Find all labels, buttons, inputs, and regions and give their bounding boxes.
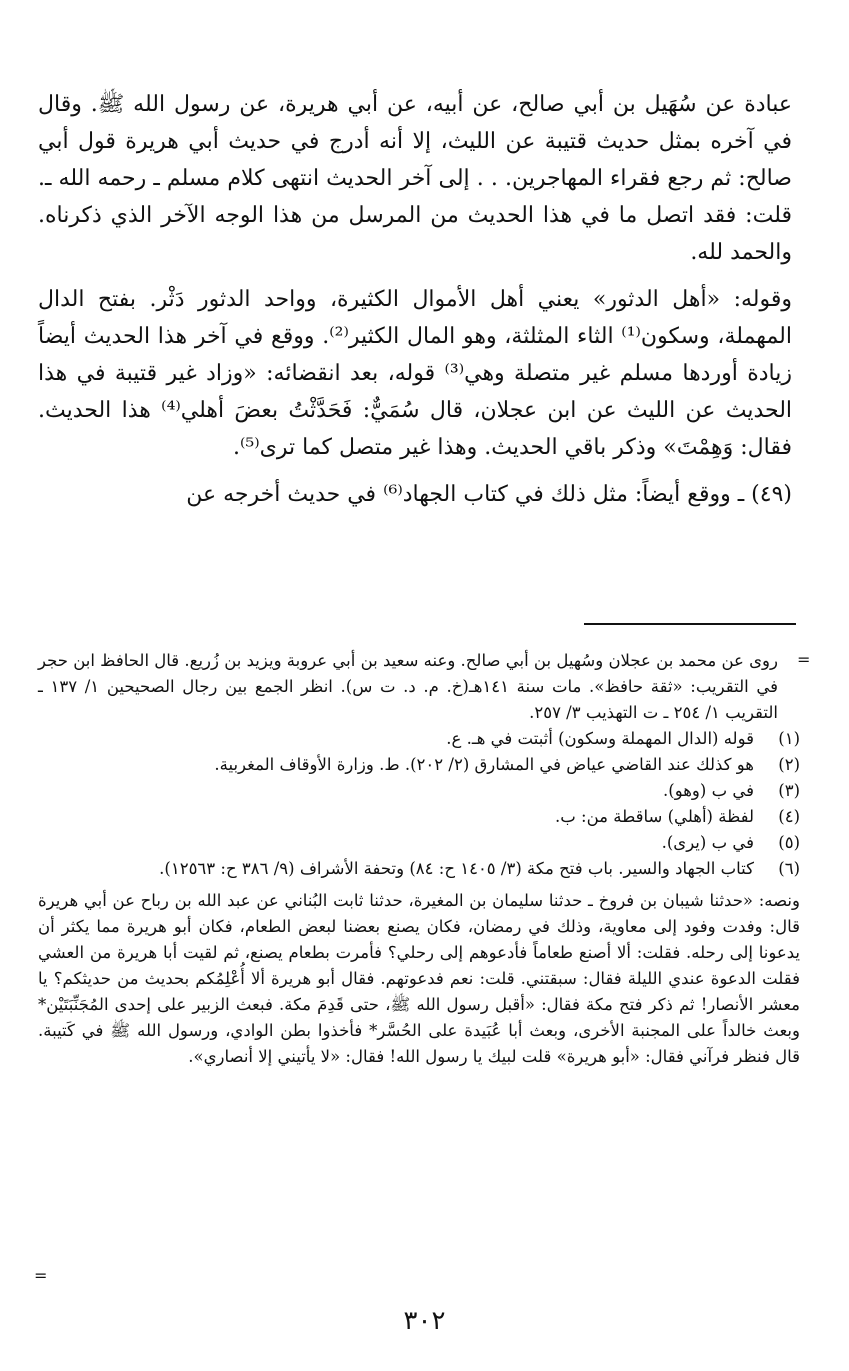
- footnote-continuation: روى عن محمد بن عجلان وسُهيل بن أبي صالح. وعنه سعيد بن أبي عروبة ويزيد بن زُريع. قال الحافظ ابن حجر في التقريب: «ثقة حافظ». مات سنة ١٤١هـ(خ. م. د. ت س). انظر الجمع بين رجال الصحيحين ١/ ١٣٧ ـ التقريب ١/ ٢٥٤ ـ ت التهذيب ٣/ ٢٥٧.: [38, 651, 778, 722]
- footnotes: [38, 648, 800, 1070]
- main-paragraph-2: وقوله: «أهل الدثور» يعني أهل الأموال الكثيرة، وواحد الدثور دَثْر. بفتح الدال المهملة، وسكون⁽¹⁾ الثاء المثلثة، وهو المال الكثير⁽²⁾. ووقع في آخر هذا الحديث أيضاً زيادة أوردها مسلم غير متصلة وهي⁽³⁾ قوله، بعد انقضائه: «وزاد غير قتيبة في هذا الحديث عن الليث عن ابن عجلان، قال سُمَيٌّ: فَحَدَّثْتُ بعضَ أهلي⁽⁴⁾ هذا الحديث. فقال: وَهِمْتَ» وذكر باقي الحديث. وهذا غير متصل كما ترى⁽⁵⁾.: [38, 287, 793, 460]
- footnote-4: [38, 804, 800, 830]
- footnote-3: [38, 778, 800, 804]
- footnote-quote: ونصه: «حدثنا شيبان بن فروخ ـ حدثنا سليمان بن المغيرة، حدثنا ثابت البُناني عن عبد الله بن رباح عن أبي هريرة قال: وفدت وفود إلى معاوية، وذلك في رمضان، فكان يصنع بعضنا لبعض الطعام، فكان أبو هريرة مما يكثر أن يدعونا إلى رحله. فقلت: ألا أصنع طعاماً فأدعوهم إلى رحلي؟ فأمرت بطعام يصنع، ثم لقيت أبا هريرة من العشي فقلت الدعوة عندي الليلة فقال: سبقتني. قلت: نعم فدعوتهم. فقال أبو هريرة ألا أُعْلِمُكم بحديث من حديثكم؟ يا معشر الأنصار! ثم ذكر فتح مكة فقال: «أقبل رسول الله ﷺ، حتى قَدِمَ مكة. فبعث الزبير على إحدى المُجَنِّبَتَيْن* وبعث خالداً على المجنبة الأخرى، وبعث أبا عُبَيدة على الحُسَّر* فأخذوا بطن الوادي، ورسول الله ﷺ في كَتيبة. قال فنظر فرآني فقال: «أبو هريرة» قلت لبيك يا رسول الله! فقال: «لا يأتيني إلا أنصاري».: [38, 891, 800, 1066]
- page-number: ٣٠٢: [403, 1306, 446, 1336]
- main-text: [38, 86, 792, 513]
- footnote-number: (٦): [778, 859, 800, 878]
- footnote-number: (٣): [778, 781, 800, 800]
- footnote-number: (٤): [778, 807, 800, 826]
- footnote-number: (٢): [778, 755, 800, 774]
- footnote-2: [38, 752, 800, 778]
- footnote-number: (١): [778, 729, 800, 748]
- footnote-text: لفظة (أهلي) ساقطة من: ب.: [555, 807, 754, 826]
- footnote-text: كتاب الجهاد والسير. باب فتح مكة (٣/ ١٤٠٥ ح: ٨٤) وتحفة الأشراف (٩/ ٣٨٦ ح: ١٢٥٦٣).: [159, 859, 754, 878]
- footnote-number: (٥): [778, 833, 800, 852]
- footnote-text: في ب (وهو).: [663, 781, 754, 800]
- main-paragraph-3: (٤٩) ـ ووقع أيضاً: مثل ذلك في كتاب الجهاد⁽⁶⁾ في حديث أخرجه عن: [186, 482, 792, 507]
- footnote-5: [38, 830, 800, 856]
- end-continuation-mark: =: [34, 1266, 48, 1285]
- footnote-6: [38, 856, 800, 882]
- continuation-mark: =: [797, 650, 811, 669]
- footnote-text: قوله (الدال المهملة وسكون) أثبتت في هـ. ع.: [446, 729, 754, 748]
- footnote-text: في ب (يرى).: [661, 833, 754, 852]
- footnote-separator: [584, 623, 796, 625]
- main-paragraph-1: عبادة عن سُهَيل بن أبي صالح، عن أبيه، عن أبي هريرة، عن رسول الله ﷺ. وقال في آخره بمثل حديث قتيبة عن الليث، إلا أنه أدرج في حديث أبي هريرة قول أبي صالح: ثم رجع فقراء المهاجرين. . . إلى آخر الحديث انتهى كلام مسلم ـ رحمه الله ـ. قلت: فقد اتصل ما في هذا الحديث من المرسل من هذا الوجه الآخر الذي ذكرناه. والحمد لله.: [38, 92, 792, 265]
- footnote-1: [38, 726, 800, 752]
- footnote-text: هو كذلك عند القاضي عياض في المشارق (٢/ ٢٠٢). ط. وزارة الأوقاف المغربية.: [214, 755, 754, 774]
